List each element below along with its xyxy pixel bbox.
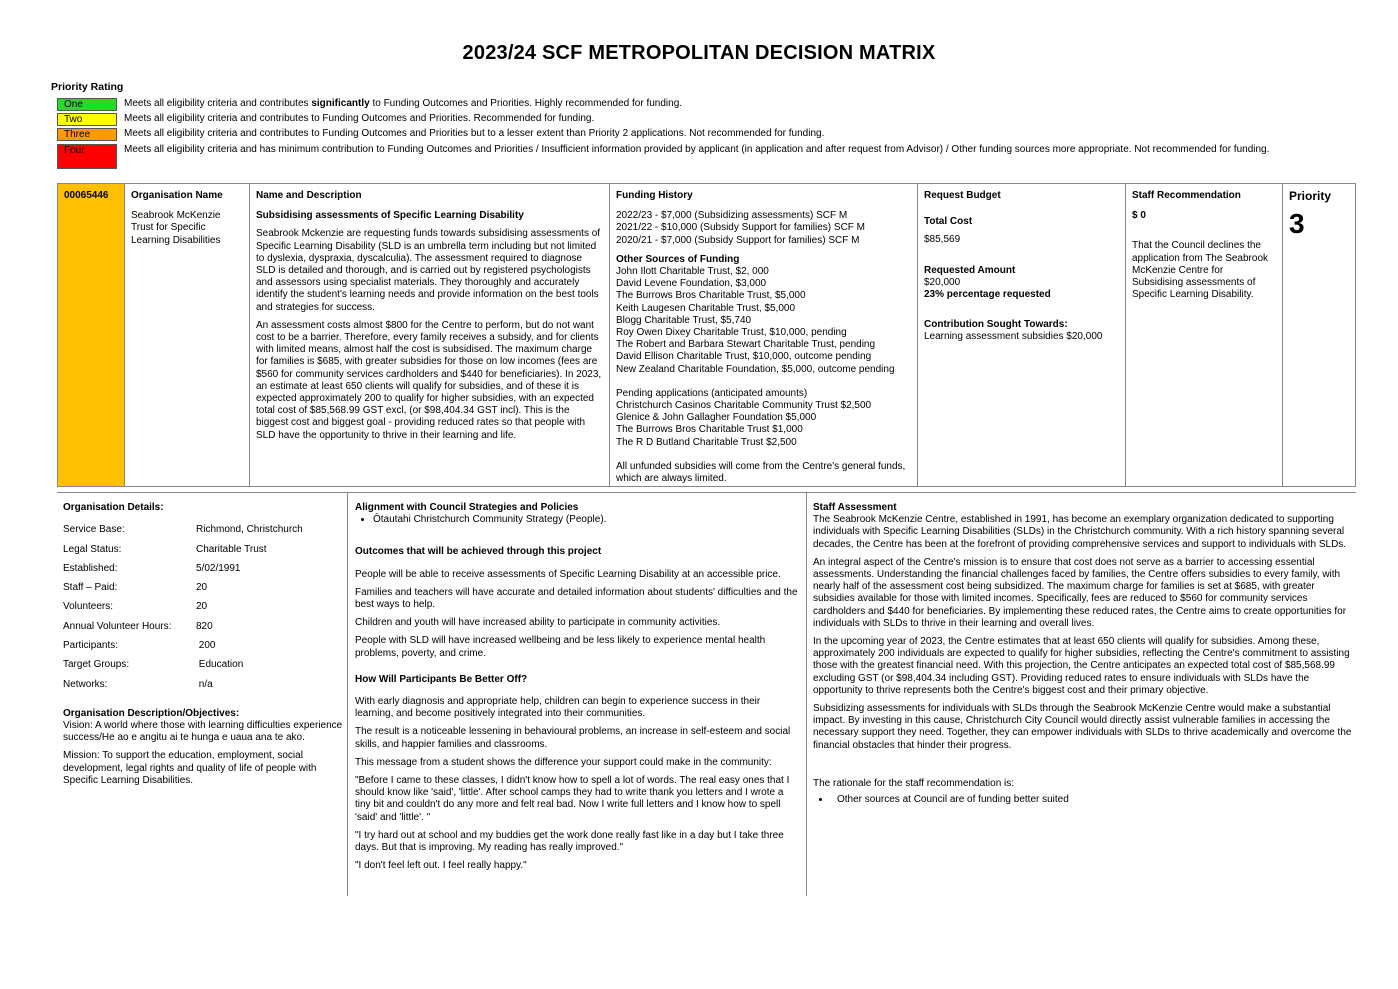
other-source-item: New Zealand Charitable Foundation, $5,000, outcome pending — [616, 363, 895, 375]
staff-assessment-heading: Staff Assessment — [813, 502, 897, 513]
requested-amount-value: $20,000 — [924, 276, 961, 288]
priority-legend-four — [57, 144, 1299, 169]
contribution-label: Contribution Sought Towards: — [924, 319, 1068, 331]
name-description-header: Name and Description — [256, 190, 362, 201]
alignment-section — [355, 502, 800, 878]
pending-item: Glenice & John Gallagher Foundation $5,000 — [616, 412, 817, 424]
org-detail-row: Legal Status: Charitable Trust — [63, 543, 267, 555]
outcome-item: Children and youth will have increased ability to participate in community activities. — [355, 617, 721, 629]
funding-history-item: 2022/23 - $7,000 (Subsidizing assessments) SCF M — [616, 210, 848, 222]
priority-value: 3 — [1289, 208, 1305, 240]
alignment-heading: Alignment with Council Strategies and Policies — [355, 502, 579, 513]
staff-assessment-paragraph: Subsidizing assessments for individuals with SLDs through the Seabrook McKenzie Centre would make a substantial impact. By investing in this cause, Christchurch City Council would directly assist vulnerable families in accessing the necessary support they need. Together, they can empower individuals with SLDs to thrive academically and overcome the financial obstacles that hinder their progress. — [813, 703, 1352, 751]
priority-description-one: Meets all eligibility criteria and contributes significantly to Funding Outcomes and Priorities. Highly recommended for funding. — [124, 98, 683, 109]
student-quote: "I don't feel left out. I feel really happy." — [355, 860, 527, 872]
request-budget-header: Request Budget — [924, 190, 1001, 201]
application-id: 00065446 — [64, 190, 109, 201]
better-off-paragraph: The result is a noticeable lessening in behavioural problems, an increase in self-esteem and social skills, and happier families and classrooms. — [355, 726, 791, 750]
contribution-value: Learning assessment subsidies $20,000 — [924, 331, 1103, 343]
alignment-item: • Ōtautahi Christchurch Community Strategy (People). — [373, 514, 800, 526]
org-vision: Vision: A world where those with learning difficulties experience success/He ao e angitu ai te hunga e uaua ana te ako. — [63, 720, 343, 744]
org-description-heading: Organisation Description/Objectives: — [63, 707, 240, 719]
student-quote: "Before I came to these classes, I didn't know how to spell a lot of words. The real easy ones that I should know like 'said', 'little'. After school camps they had to write thank you letters and I wrote a tiny bit and couldn't do any more and felt real bad. Now I write full letters and I know how to spell 'said' and 'little'. " — [355, 775, 790, 823]
better-off-paragraph: This message from a student shows the difference your support could make in the community: — [355, 756, 772, 768]
outcome-item: People will be able to receive assessments of Specific Learning Disability at an accessible price. — [355, 568, 781, 580]
other-source-item: David Levene Foundation, $3,000 — [616, 278, 767, 290]
staff-recommendation-amount: $ 0 — [1132, 210, 1146, 222]
requested-amount-label: Requested Amount — [924, 264, 1016, 276]
staff-assessment-section — [813, 502, 1353, 806]
priority-swatch-two: Two — [57, 113, 117, 126]
staff-assessment-paragraph: An integral aspect of the Centre's mission is to ensure that cost does not serve as a barrier to accessing essential assessments. Understanding the financial challenges faced by families, the Centre offers subsidies to every family, with nearly half of the assessment cost being subsidized. The maximum charge for families is set at $685, with greater subsidies available for those with limited incomes. Specifically, fees are reduced to $560 for community services cardholders and $440 for beneficiaries. By implementing these reduced rates, the Centre aims to create opportunities for individuals with SLDs to thrive in their learning and overall lives. — [813, 556, 1347, 629]
priority-header: Priority — [1289, 189, 1332, 203]
priority-swatch-three: Three — [57, 128, 117, 141]
funding-history-cell — [610, 184, 918, 486]
org-detail-row: Target Groups: Education — [63, 659, 244, 671]
priority-description-three: Meets all eligibility criteria and contributes to Funding Outcomes and Priorities but to a lesser extent than Priority 2 applications. Not recommended for funding. — [124, 128, 825, 139]
org-mission: Mission: To support the education, employment, social development, legal rights and quality of life of people with Specific Learning Disabilities. — [63, 750, 317, 786]
priority-legend-one — [57, 98, 1304, 111]
description-paragraph: An assessment costs almost $800 for the Centre to perform, but do not want cost to be a barrier. Therefore, every family receives a subsidy, and for clients with limited means, almost half the cost is subsidised. The maximum charge for families is $685, with greater subsidies for those on low incomes (fees are $560 for community services cardholders and $440 for beneficiaries). In 2023, an estimate at least 650 clients will qualify for subsidies, and of these it is expected approximately 200 to qualify for higher subsidies, with an expected total cost of $85,568.99 GST excl, (or $98,404.34 GST incl). This is the biggest cost and biggest goal - providing reduced rates so that people with SLD have the opportunity to thrive in their learning and life. — [256, 319, 602, 441]
pending-item: The R D Butland Charitable Trust $2,500 — [616, 436, 797, 448]
org-detail-row: Participants: 200 — [63, 639, 216, 651]
priority-cell — [1283, 184, 1355, 486]
total-cost-value: $85,569 — [924, 234, 961, 246]
org-detail-row: Volunteers: 20 — [63, 601, 208, 613]
other-source-item: Keith Laugesen Charitable Trust, $5,000 — [616, 302, 796, 314]
total-cost-label: Total Cost — [924, 216, 973, 228]
priority-rating-heading: Priority Rating — [51, 81, 124, 93]
org-name-cell — [125, 184, 250, 486]
staff-recommendation-header: Staff Recommendation — [1132, 190, 1241, 201]
percentage-requested: 23% percentage requested — [924, 289, 1051, 301]
org-name: Seabrook McKenzie Trust for Specific Learning Disabilities — [131, 210, 221, 246]
better-off-paragraph: With early diagnosis and appropriate help, children can begin to experience success in their learning, and become positively integrated into their communities. — [355, 696, 761, 720]
alignment-list — [355, 514, 800, 526]
outcomes-heading: Outcomes that will be achieved through this project — [355, 546, 602, 558]
priority-description-four: Meets all eligibility criteria and has minimum contribution to Funding Outcomes and Priorities / Insufficient information provided by applicant (in application and after request from Advisor) / Other funding sources more appropriate. Not recommended for funding. — [124, 144, 1270, 155]
other-sources-header: Other Sources of Funding — [616, 253, 740, 265]
other-source-item: The Robert and Barbara Stewart Charitable Trust, pending — [616, 339, 876, 351]
request-budget-cell — [918, 184, 1126, 486]
pending-item: The Burrows Bros Charitable Trust $1,000 — [616, 424, 803, 436]
priority-legend-two — [57, 113, 1304, 126]
better-off-heading: How Will Participants Be Better Off? — [355, 673, 528, 685]
org-details-section — [63, 502, 343, 793]
description-paragraph: Seabrook Mckenzie are requesting funds towards subsidising assessments of Specific Learning Disability (SLD is an umbrella term including but not limited to dyslexia, dyspraxia, dyscalculia). The assessment required to diagnose SLD is detailed and thorough, and is carried out by registered psychologists and assessors using specialist materials. They thoroughly and accurately identify the student's learning needs and provide information on the best tools and strategies for success. — [256, 228, 601, 313]
priority-legend-three — [57, 128, 1304, 141]
org-detail-row: Networks: n/a — [63, 678, 213, 690]
unfunded-note: All unfunded subsidies will come from the Centre's general funds, which are always limited. — [616, 460, 906, 485]
decision-matrix — [57, 183, 1356, 487]
other-source-item: Roy Owen Dixey Charitable Trust, $10,000, pending — [616, 327, 847, 339]
outcome-item: People with SLD will have increased wellbeing and be less likely to experience mental health problems, poverty, and crime. — [355, 635, 766, 659]
staff-assessment-paragraph: In the upcoming year of 2023, the Centre estimates that at least 650 clients will qualify for subsidies. Among these, approximately 200 individuals are expected to qualify for higher subsidies, reflecting the Centre's commitment to assisting those with the greatest financial need. With this projection, the Centre anticipates an expected total cost of $85,568.99 excluding GST (or $98,404.34 including GST). Providing reduced rates to ensure individuals with SLDs have the opportunity to thrive represents both the Centre's biggest cost and their primary objective. — [813, 636, 1350, 696]
pending-header: Pending applications (anticipated amounts) — [616, 387, 808, 399]
rationale-list — [813, 794, 1353, 806]
priority-description-two: Meets all eligibility criteria and contributes to Funding Outcomes and Priorities. Recommended for funding. — [124, 113, 595, 124]
name-description-cell — [250, 184, 610, 486]
other-source-item: Blogg Charitable Trust, $5,740 — [616, 314, 752, 326]
priority-swatch-one: One — [57, 98, 117, 111]
staff-recommendation-text: That the Council declines the application from The Seabrook McKenzie Centre for Subsidising assessments of Specific Learning Disability. — [1132, 240, 1269, 301]
staff-assessment-paragraph: The Seabrook McKenzie Centre, established in 1991, has become an exemplary organization dedicated to supporting individuals with Specific Learning Disabilities (SLDs) in the Christchurch community. With a rich history spanning several decades, the Centre has been at the forefront of providing comprehensive services and support to individuals with SLDs. — [813, 514, 1347, 550]
student-quote: "I try hard out at school and my buddies get the work done really fast like in a day but I take three days. But that is improving. My reading has really improved." — [355, 829, 784, 854]
org-detail-row: Staff – Paid: 20 — [63, 582, 208, 594]
org-detail-row: Established: 5/02/1991 — [63, 562, 241, 574]
application-id-cell — [58, 184, 125, 486]
org-detail-row: Service Base: Richmond, Christchurch — [63, 524, 303, 536]
section-divider — [57, 492, 1356, 493]
staff-recommendation-cell — [1126, 184, 1283, 486]
org-name-header: Organisation Name — [131, 190, 223, 201]
page-title: 2023/24 SCF METROPOLITAN DECISION MATRIX — [462, 42, 936, 64]
other-source-item: The Burrows Bros Charitable Trust, $5,000 — [616, 290, 806, 302]
funding-history-header: Funding History — [616, 190, 693, 201]
priority-swatch-four: Four — [57, 144, 117, 169]
project-title: Subsidising assessments of Specific Learning Disability — [256, 210, 524, 222]
column-divider — [806, 493, 807, 896]
org-detail-row: Annual Volunteer Hours: 820 — [63, 620, 213, 632]
other-source-item: David Ellison Charitable Trust, $10,000, outcome pending — [616, 351, 872, 363]
rationale-item: • Other sources at Council are of funding better suited — [831, 794, 1353, 806]
column-divider — [347, 493, 348, 896]
funding-history-item: 2020/21 - $7,000 (Subsidy Support for families) SCF M — [616, 234, 860, 246]
pending-item: Christchurch Casinos Charitable Community Trust $2,500 — [616, 400, 872, 412]
other-source-item: John Ilott Charitable Trust, $2, 000 — [616, 266, 769, 278]
funding-history-item: 2021/22 - $10,000 (Subsidy Support for families) SCF M — [616, 222, 866, 234]
outcome-item: Families and teachers will have accurate and detailed information about students' difficulties and the best ways to help. — [355, 586, 798, 611]
org-details-heading: Organisation Details: — [63, 502, 164, 513]
rationale-intro: The rationale for the staff recommendation is: — [813, 777, 1015, 789]
